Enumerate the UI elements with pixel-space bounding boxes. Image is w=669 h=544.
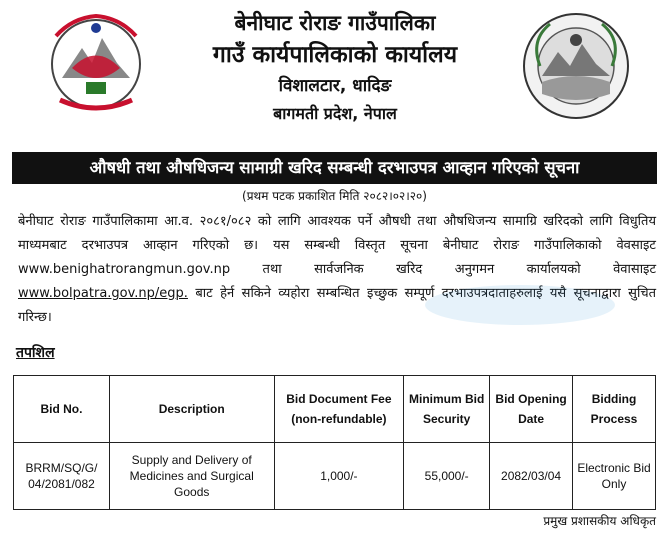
letterhead — [0, 0, 669, 150]
notice-paragraph — [18, 210, 656, 330]
header-bid-security: Minimum Bid Security — [404, 376, 490, 443]
header-opening-date: Bid Opening Date — [490, 376, 573, 443]
cell-bidding-process: Electronic Bid Only — [573, 443, 656, 510]
header-document-fee: Bid Document Fee (non-refundable) — [274, 376, 404, 443]
cell-bid-security: 55,000/- — [404, 443, 490, 510]
cell-description: Supply and Delivery of Medicines and Surgical Goods — [109, 443, 274, 510]
notice-title-banner: औषधी तथा औषधिजन्य सामाग्री खरिद सम्बन्धी दरभाउपत्र आव्हान गरिएको सूचना — [12, 152, 657, 184]
office-name: गाउँ कार्यपालिकाको कार्यालय — [212, 42, 458, 68]
cell-bid-no: BRRM/SQ/G/ 04/2081/082 — [14, 443, 110, 510]
nepal-emblem-icon — [42, 8, 150, 118]
table-row — [14, 443, 656, 510]
header-bidding-process: Bidding Process — [573, 376, 656, 443]
bid-details-table — [13, 375, 656, 510]
details-heading: तपशिल — [16, 345, 55, 361]
cell-document-fee: 1,000/- — [274, 443, 404, 510]
municipality-logo-icon — [520, 10, 632, 122]
publication-date: (प्रथम पटक प्रकाशित मिति २०८२।०२।२०) — [242, 189, 427, 203]
bolpatra-link[interactable]: www.bolpatra.gov.np/egp. — [18, 286, 188, 301]
office-heading — [150, 8, 520, 128]
cell-opening-date: 2082/03/04 — [490, 443, 573, 510]
province-name: बागमती प्रदेश, नेपाल — [273, 104, 397, 123]
header-description: Description — [109, 376, 274, 443]
paragraph-part-2: बाट हेर्न सकिने व्यहोरा सम्बन्धित इच्छुक सम्पूर्ण दरभाउपत्रदाताहरुलाई यसै सूचनाद्वारा सुचित गरिन्छ। — [18, 286, 656, 325]
table-header-row — [14, 376, 656, 443]
header-bid-no: Bid No. — [14, 376, 110, 443]
office-location: विशालटार, धादिङ — [278, 76, 392, 96]
paragraph-part-1: बेनीघाट रोराङ गाउँपालिकामा आ.व. २०८१/०८२ को लागि आवश्यक पर्ने औषधी तथा औषधिजन्य सामाग्रि खरिदको लागि विधुतिय माध्यमबाट दरभाउपत्र आव्हान गरिएको छ। यस सम्बन्धी विस्तृत सूचना बेनीघाट रोराङ गाउँपालिकाको वेवसाइट www.benighatrorangmun.gov.np तथा सार्वजनिक खरिद अनुगमन कार्यालयको वेवासाइट — [18, 214, 656, 277]
municipality-name: बेनीघाट रोराङ गाउँपालिका — [234, 11, 436, 35]
signatory-title: प्रमुख प्रशासकीय अधिकृत — [543, 514, 656, 528]
